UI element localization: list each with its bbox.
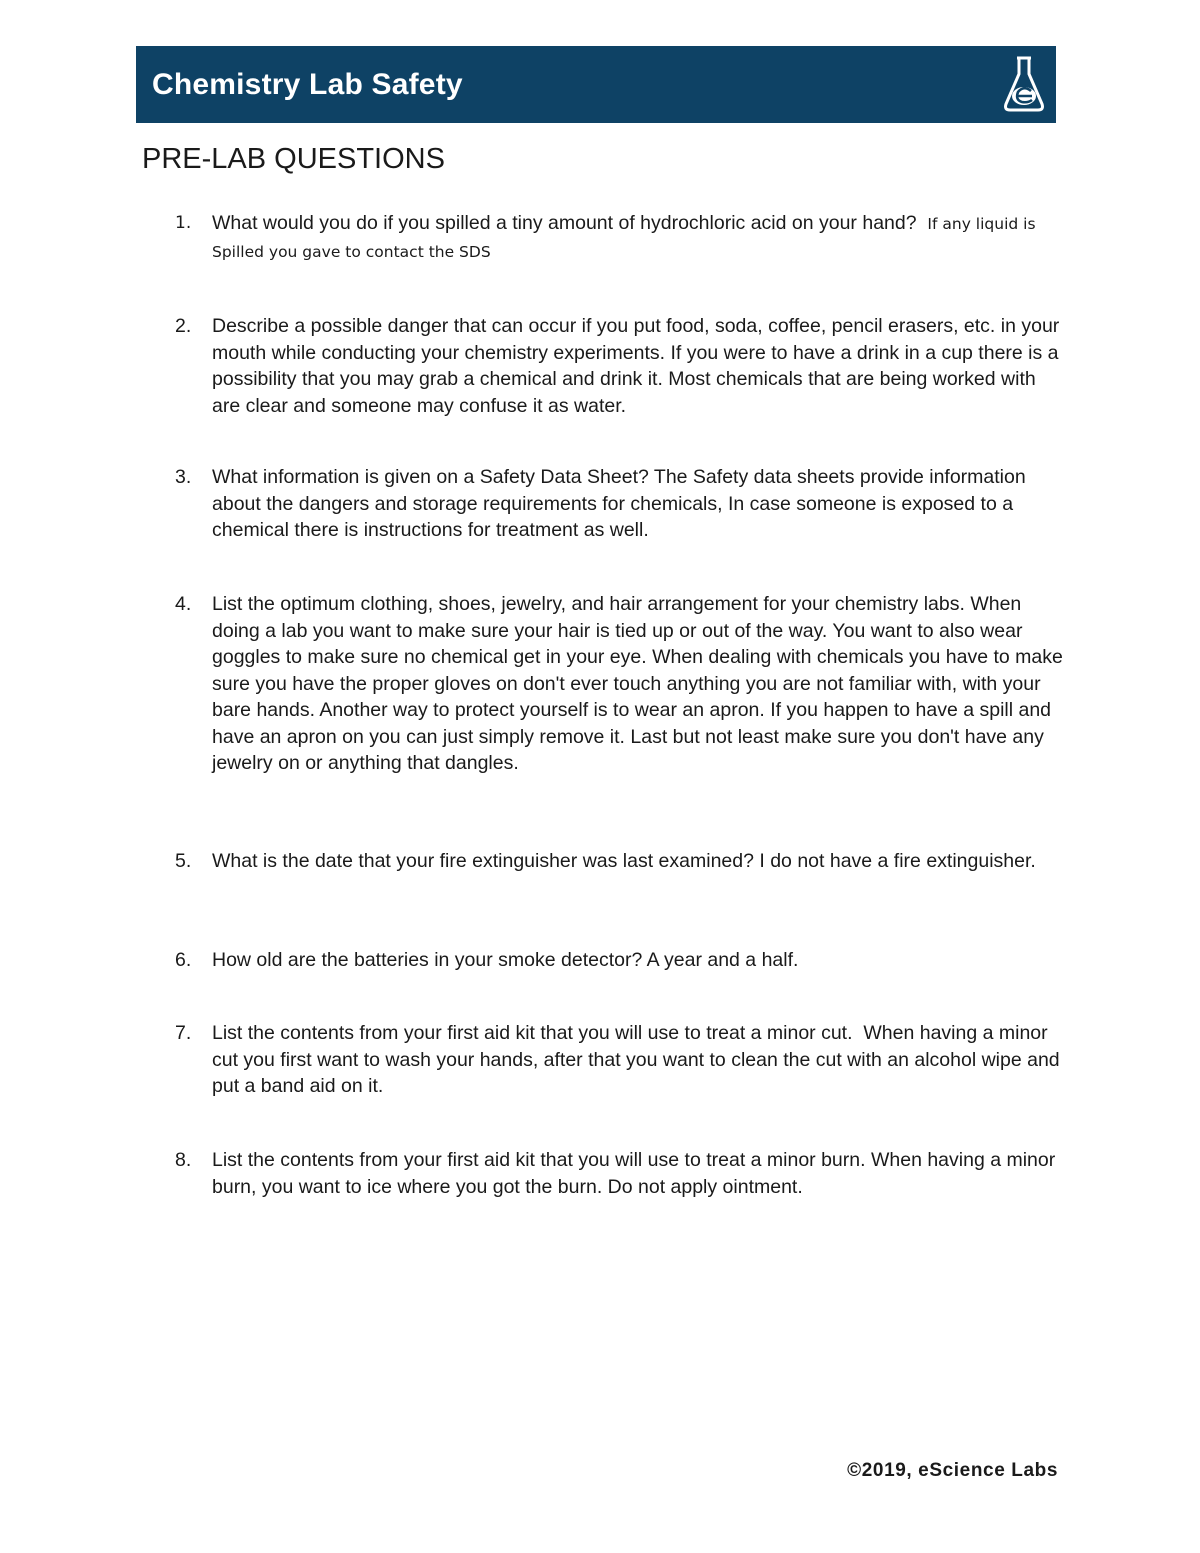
document-title: Chemistry Lab Safety (152, 68, 463, 101)
question-number: 7. (175, 1022, 192, 1044)
answer-text: When having a minor cut you first want to wash your hands, after that you want to clean the cut with an alcohol wipe and put a band aid on it. (212, 1022, 1060, 1097)
answer-text: When having a minor burn, you want to ice where you got the burn. Do not apply ointment. (212, 1149, 1056, 1198)
question-number: 5. (175, 850, 192, 872)
question-number: 1. (175, 213, 192, 233)
answer-text: When doing a lab you want to make sure your hair is tied up or out of the way. You want to also wear goggles to make sure no chemical get in your eye. When dealing with chemicals you have to make sure you have the proper gloves on don't ever touch anything you are not familiar with, with your bare hands. Another way to protect yourself is to wear an apron. If you happen to have a spill and have an apron on you can just simply remove it. Last but not least make sure you don't have any jewelry on or anything that dangles. (212, 593, 1063, 774)
answer-text: If you were to have a drink in a cup there is a possibility that you may grab a chemical and drink it. Most chemicals that are being worked with are clear and someone may confuse it as water. (212, 341, 1059, 417)
answer-text: I do not have a fire extinguisher. (759, 850, 1036, 872)
answer-text: If any liquid is Spilled you gave to contact the SDS (212, 215, 1036, 261)
question-number: 6. (175, 949, 192, 971)
question-text: What is the date that your fire extinguisher was last examined? (212, 850, 754, 872)
question-text: What information is given on a Safety Data Sheet? (212, 466, 649, 488)
question-1 (175, 210, 1065, 265)
copyright-footer: ©2019, eScience Labs (847, 1460, 1058, 1481)
question-2 (175, 313, 1065, 419)
question-body (212, 947, 1065, 974)
question-text: List the optimum clothing, shoes, jewelry, and hair arrangement for your chemistry labs. (212, 593, 965, 615)
question-text: Describe a possible danger that can occur if you put food, soda, coffee, pencil erasers, etc. in your mouth while conducting your chemistry experiments. (212, 315, 1060, 364)
question-3 (175, 464, 1065, 544)
question-number: 8. (175, 1149, 192, 1171)
flask-e-logo-icon (1002, 54, 1046, 114)
section-heading: PRE-LAB QUESTIONS (142, 143, 445, 175)
question-text: List the contents from your first aid kit that you will use to treat a minor burn. (212, 1149, 866, 1171)
question-7 (175, 1020, 1065, 1100)
question-body (212, 1020, 1065, 1100)
answer-text: A year and a half. (646, 949, 799, 971)
question-body (212, 313, 1065, 419)
question-text: List the contents from your first aid kit that you will use to treat a minor cut. (212, 1022, 853, 1044)
question-5 (175, 848, 1065, 875)
answer-text: The Safety data sheets provide information about the dangers and storage requirements for chemicals, In case someone is exposed to a chemical there is instructions for treatment as well. (212, 466, 1026, 541)
question-text: How old are the batteries in your smoke detector? (212, 949, 643, 971)
question-6 (175, 947, 1065, 974)
question-text: What would you do if you spilled a tiny amount of hydrochloric acid on your hand? (212, 212, 917, 234)
question-number: 2. (175, 315, 192, 337)
question-4 (175, 591, 1065, 777)
question-body (212, 210, 1065, 265)
header-bar (136, 46, 1056, 123)
question-body (212, 591, 1065, 777)
question-number: 3. (175, 466, 192, 488)
question-8 (175, 1147, 1065, 1200)
question-number: 4. (175, 593, 192, 615)
question-body (212, 1147, 1065, 1200)
question-body (212, 464, 1065, 544)
question-body (212, 848, 1065, 875)
